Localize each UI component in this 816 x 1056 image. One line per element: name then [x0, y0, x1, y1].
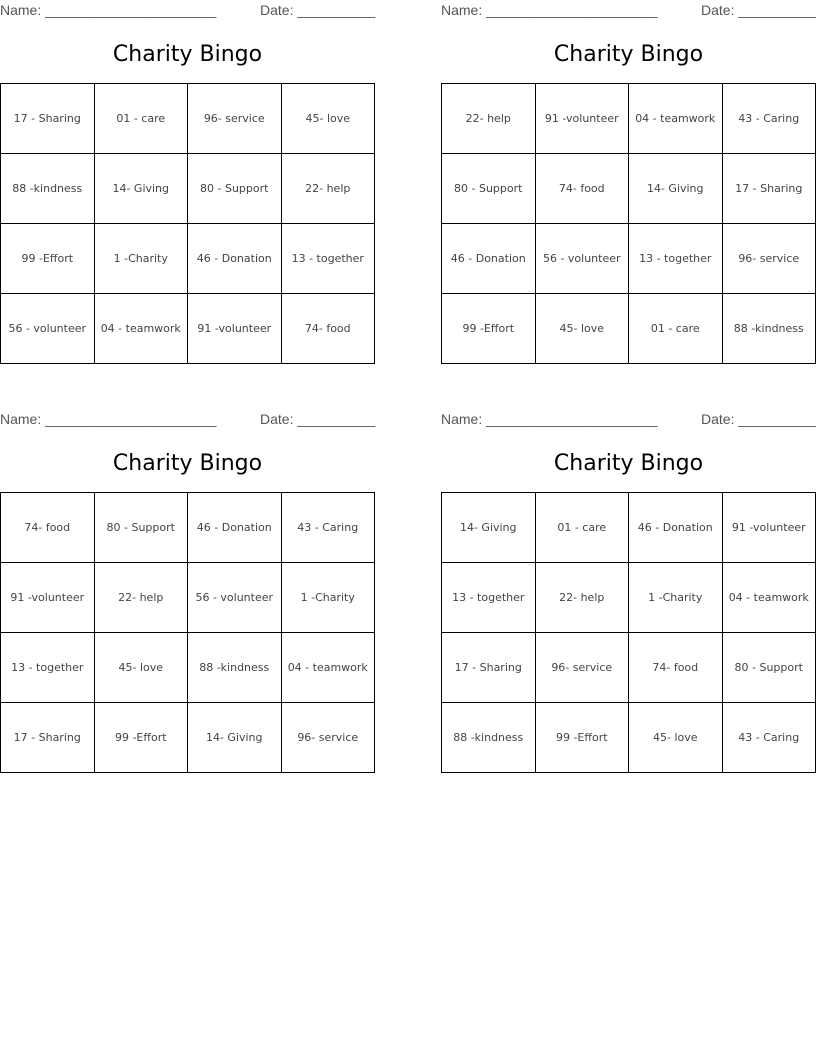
bingo-cell: 13 - together [1, 633, 95, 703]
card-header [441, 411, 816, 429]
bingo-cell: 96- service [281, 703, 375, 773]
bingo-grid [441, 83, 816, 364]
bingo-cell: 43 - Caring [722, 703, 816, 773]
bingo-cell: 91 -volunteer [722, 493, 816, 563]
bingo-cell: 45- love [629, 703, 723, 773]
bingo-cell: 91 -volunteer [188, 294, 282, 364]
bingo-cell: 46 - Donation [188, 224, 282, 294]
bingo-cell: 1 -Charity [629, 563, 723, 633]
date-field: Date: __________ [260, 2, 376, 18]
bingo-cell: 22- help [281, 154, 375, 224]
bingo-cell: 1 -Charity [94, 224, 188, 294]
bingo-grid [0, 83, 375, 364]
bingo-cell: 80 - Support [442, 154, 536, 224]
bingo-cell: 46 - Donation [629, 493, 723, 563]
bingo-cell: 14- Giving [629, 154, 723, 224]
bingo-cell: 13 - together [629, 224, 723, 294]
bingo-cell: 17 - Sharing [1, 703, 95, 773]
card-header [0, 2, 375, 20]
bingo-cell: 22- help [94, 563, 188, 633]
bingo-cell: 88 -kindness [188, 633, 282, 703]
bingo-cell: 01 - care [94, 84, 188, 154]
bingo-cell: 17 - Sharing [1, 84, 95, 154]
grid-row [1, 633, 375, 703]
bingo-cell: 96- service [535, 633, 629, 703]
grid-row [1, 84, 375, 154]
bingo-cell: 14- Giving [94, 154, 188, 224]
bingo-cell: 04 - teamwork [629, 84, 723, 154]
bingo-cell: 43 - Caring [281, 493, 375, 563]
grid-row [442, 703, 816, 773]
bingo-cell: 99 -Effort [535, 703, 629, 773]
bingo-cell: 14- Giving [442, 493, 536, 563]
bingo-card-4 [441, 409, 816, 744]
bingo-cell: 99 -Effort [94, 703, 188, 773]
name-field: Name: ______________________ [441, 411, 658, 427]
bingo-cell: 56 - volunteer [535, 224, 629, 294]
grid-row [1, 154, 375, 224]
bingo-cell: 17 - Sharing [442, 633, 536, 703]
bingo-cell: 74- food [535, 154, 629, 224]
grid-row [442, 154, 816, 224]
grid-row [1, 224, 375, 294]
bingo-cell: 04 - teamwork [94, 294, 188, 364]
card-header [441, 2, 816, 20]
bingo-cell: 45- love [281, 84, 375, 154]
bingo-cell: 04 - teamwork [281, 633, 375, 703]
name-field: Name: ______________________ [0, 2, 217, 18]
bingo-cell: 13 - together [281, 224, 375, 294]
bingo-cell: 14- Giving [188, 703, 282, 773]
bingo-cell: 99 -Effort [1, 224, 95, 294]
bingo-card-1 [0, 0, 376, 335]
grid-row [442, 493, 816, 563]
bingo-cell: 99 -Effort [442, 294, 536, 364]
bingo-cell: 45- love [94, 633, 188, 703]
bingo-cell: 88 -kindness [442, 703, 536, 773]
grid-row [1, 703, 375, 773]
grid-row [442, 224, 816, 294]
date-field: Date: __________ [260, 411, 376, 427]
bingo-cell: 74- food [1, 493, 95, 563]
grid-row [442, 84, 816, 154]
card-title: Charity Bingo [553, 42, 704, 67]
bingo-cell: 88 -kindness [722, 294, 816, 364]
name-field: Name: ______________________ [0, 411, 217, 427]
grid-row [442, 294, 816, 364]
bingo-cell: 56 - volunteer [188, 563, 282, 633]
bingo-grid [441, 492, 816, 773]
card-title: Charity Bingo [112, 451, 263, 476]
grid-row [1, 294, 375, 364]
bingo-card-3 [0, 409, 376, 744]
bingo-cell: 80 - Support [94, 493, 188, 563]
bingo-cell: 80 - Support [188, 154, 282, 224]
bingo-cell: 13 - together [442, 563, 536, 633]
bingo-cell: 22- help [535, 563, 629, 633]
bingo-cell: 01 - care [629, 294, 723, 364]
bingo-card-2 [441, 0, 816, 335]
bingo-cell: 43 - Caring [722, 84, 816, 154]
bingo-cell: 91 -volunteer [1, 563, 95, 633]
grid-row [1, 493, 375, 563]
bingo-cell: 1 -Charity [281, 563, 375, 633]
bingo-cell: 56 - volunteer [1, 294, 95, 364]
bingo-cell: 74- food [629, 633, 723, 703]
bingo-cell: 46 - Donation [442, 224, 536, 294]
grid-row [442, 563, 816, 633]
bingo-cell: 88 -kindness [1, 154, 95, 224]
bingo-cell: 91 -volunteer [535, 84, 629, 154]
bingo-cell: 01 - care [535, 493, 629, 563]
card-title: Charity Bingo [112, 42, 263, 67]
card-header [0, 411, 375, 429]
date-field: Date: __________ [701, 411, 816, 427]
bingo-cell: 96- service [188, 84, 282, 154]
name-field: Name: ______________________ [441, 2, 658, 18]
bingo-cell: 04 - teamwork [722, 563, 816, 633]
bingo-cell: 46 - Donation [188, 493, 282, 563]
grid-row [442, 633, 816, 703]
bingo-grid [0, 492, 375, 773]
bingo-cell: 22- help [442, 84, 536, 154]
grid-row [1, 563, 375, 633]
bingo-cell: 17 - Sharing [722, 154, 816, 224]
date-field: Date: __________ [701, 2, 816, 18]
bingo-cell: 74- food [281, 294, 375, 364]
bingo-cell: 45- love [535, 294, 629, 364]
bingo-cell: 96- service [722, 224, 816, 294]
bingo-cell: 80 - Support [722, 633, 816, 703]
card-title: Charity Bingo [553, 451, 704, 476]
